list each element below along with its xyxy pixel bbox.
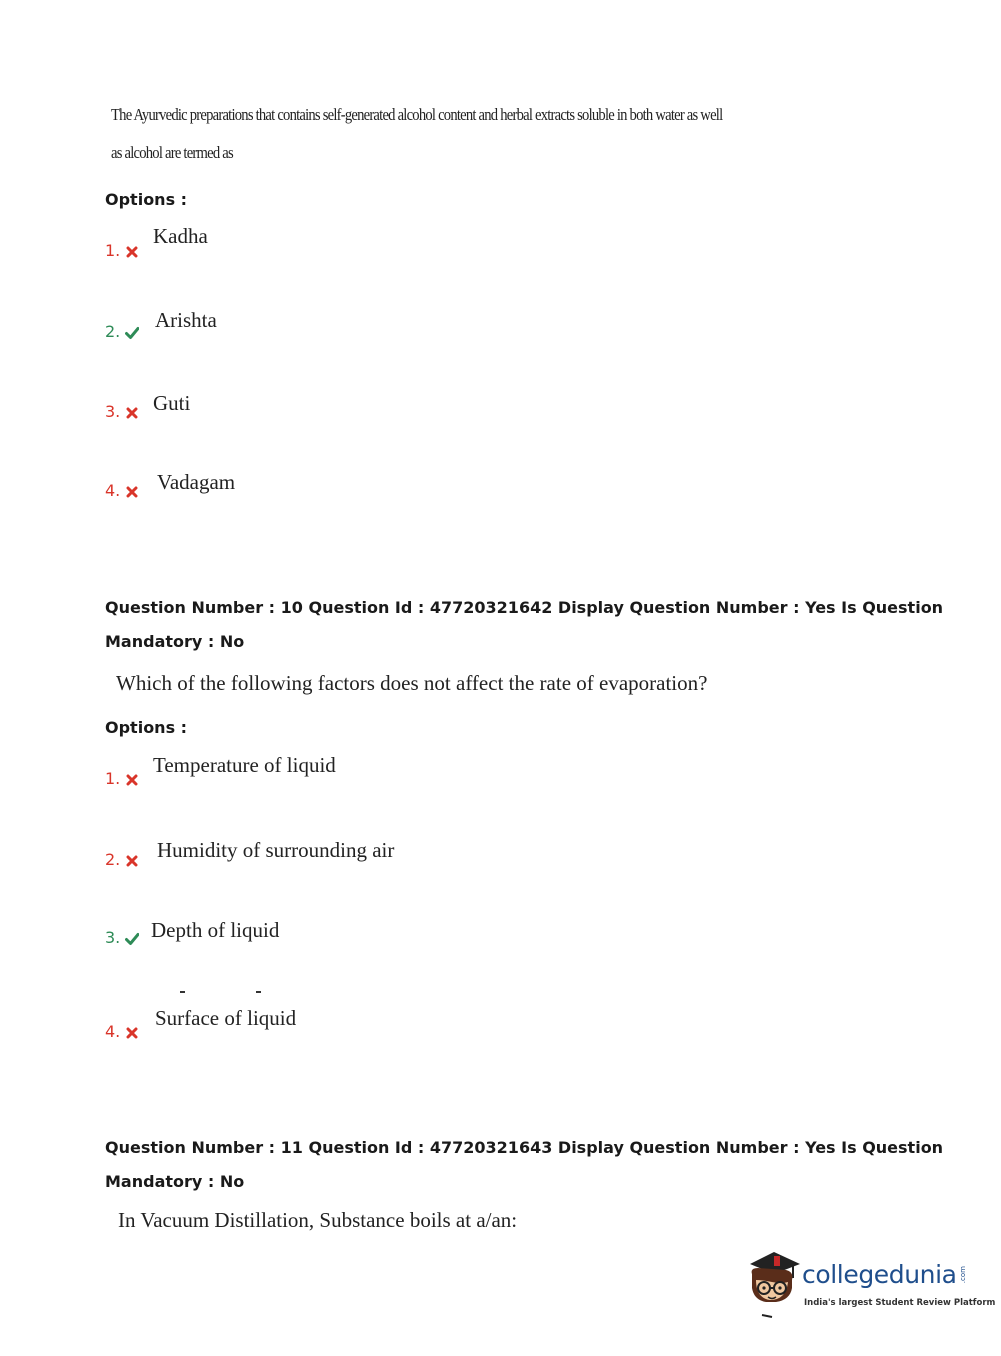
question-11-header-line2: Mandatory : No bbox=[105, 1172, 245, 1191]
option-text: Depth of liquid bbox=[151, 918, 280, 942]
option-number: 1. bbox=[105, 769, 139, 788]
logo-title: collegedunia bbox=[802, 1260, 957, 1289]
option-text: Surface of liquid bbox=[155, 1006, 297, 1030]
scan-artifact bbox=[180, 991, 185, 993]
wrong-mark-icon bbox=[125, 773, 139, 787]
correct-check-icon bbox=[125, 932, 139, 946]
mascot-icon bbox=[742, 1248, 804, 1320]
question-10-text: Which of the following factors does not affect the rate of evaporation? bbox=[116, 671, 708, 695]
wrong-mark-icon bbox=[125, 406, 139, 420]
question-9-text-line2: as alcohol are termed as bbox=[111, 143, 233, 162]
options-label: Options : bbox=[105, 718, 188, 737]
option-number: 2. bbox=[105, 322, 139, 341]
wrong-mark-icon bbox=[125, 1026, 139, 1040]
option-text: Temperature of liquid bbox=[153, 753, 336, 777]
wrong-mark-icon bbox=[125, 854, 139, 868]
option-text: Guti bbox=[153, 391, 191, 415]
option-number: 4. bbox=[105, 481, 139, 500]
option-text: Kadha bbox=[153, 224, 208, 248]
option-number: 4. bbox=[105, 1022, 139, 1041]
logo-suffix: .com bbox=[959, 1266, 967, 1284]
logo-tagline: India's largest Student Review Platform bbox=[804, 1298, 996, 1308]
option-number: 3. bbox=[105, 928, 139, 947]
option-number: 2. bbox=[105, 850, 139, 869]
question-10-header-line1: Question Number : 10 Question Id : 47720321642 Display Question Number : Yes Is Question bbox=[105, 598, 944, 617]
correct-check-icon bbox=[125, 326, 139, 340]
wrong-mark-icon bbox=[125, 245, 139, 259]
question-11-text: In Vacuum Distillation, Substance boils at a/an: bbox=[118, 1208, 518, 1232]
scan-artifact bbox=[256, 991, 261, 993]
option-text: Humidity of surrounding air bbox=[157, 838, 395, 862]
wrong-mark-icon bbox=[125, 485, 139, 499]
question-10-header-line2: Mandatory : No bbox=[105, 632, 245, 651]
option-text: Vadagam bbox=[157, 470, 236, 494]
option-number: 1. bbox=[105, 241, 139, 260]
option-number: 3. bbox=[105, 402, 139, 421]
option-text: Arishta bbox=[155, 308, 217, 332]
question-11-header-line1: Question Number : 11 Question Id : 47720321643 Display Question Number : Yes Is Question bbox=[105, 1138, 944, 1157]
options-label: Options : bbox=[105, 190, 188, 209]
question-9-text-line1: The Ayurvedic preparations that contains self-generated alcohol content and herbal extracts soluble in both water as well bbox=[111, 105, 723, 124]
collegedunia-logo bbox=[742, 1248, 996, 1320]
